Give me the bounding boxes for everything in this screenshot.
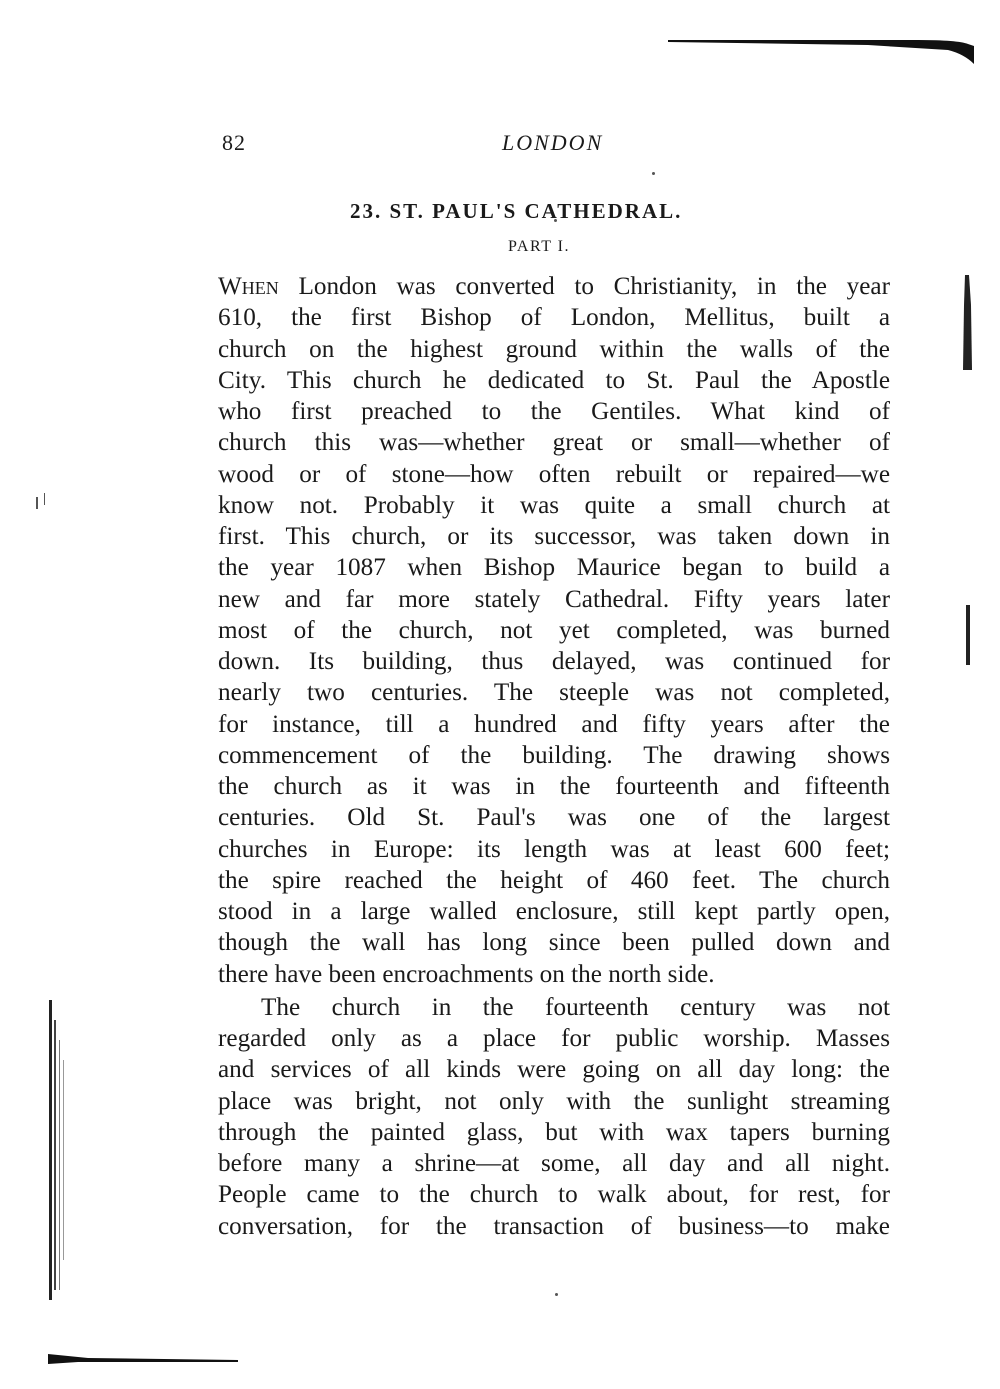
text-line: 610, the first Bishop of London, Mellitus, built a xyxy=(218,304,890,332)
text-line: the church as it was in the fourteenth and fifteenth xyxy=(218,773,890,800)
text-line: People came to the church to walk about, for rest, for xyxy=(218,1181,890,1209)
text-line: down. Its building, thus delayed, was continued for xyxy=(218,648,890,675)
text-line: the spire reached the height of 460 feet. The church xyxy=(218,866,890,894)
text-line: though the wall has long since been pulled down and xyxy=(218,929,890,957)
text-line: place was bright, not only with the sunlight streaming xyxy=(218,1087,890,1115)
text-line: centuries. Old St. Paul's was one of the largest xyxy=(218,804,890,832)
text-line: church this was—whether great or small—whether of xyxy=(218,429,890,457)
margin-mark-right-middle xyxy=(964,605,972,665)
text-line: first. This church, or its successor, was taken down in xyxy=(218,523,890,550)
text-line: regarded only as a place for public worship. Masses xyxy=(218,1025,890,1052)
margin-mark-right-upper xyxy=(960,275,974,370)
text-line: the year 1087 when Bishop Maurice began to build a xyxy=(218,554,890,582)
text-line: through the painted glass, but with wax tapers burning xyxy=(218,1118,890,1146)
running-head: LONDON xyxy=(502,130,604,155)
text-line: wood or of stone—how often rebuilt or repaired—we xyxy=(218,460,890,488)
scan-speck xyxy=(555,1293,558,1296)
text-line: churches in Europe: its length was at least 600 feet; xyxy=(218,835,890,863)
text-line: nearly two centuries. The steeple was not completed, xyxy=(218,679,890,707)
scan-speck xyxy=(36,497,38,509)
page-edge-top-artifact xyxy=(668,36,974,64)
text-line: When London was converted to Christianity, in the year xyxy=(218,273,890,300)
text-line: commencement of the building. The drawing shows xyxy=(218,741,890,769)
chapter-title: 23. ST. PAUL'S CATHEDRAL. xyxy=(350,199,683,223)
text-line: who first preached to the Gentiles. What kind of xyxy=(218,398,890,425)
text-line: stood in a large walled enclosure, still kept partly open, xyxy=(218,898,890,925)
text-line: conversation, for the transaction of business—to make xyxy=(218,1212,890,1240)
binding-shadow-left xyxy=(46,1000,70,1300)
text-line: for instance, till a hundred and fifty years after the xyxy=(218,710,890,738)
text-line: know not. Probably it was quite a small church at xyxy=(218,491,890,519)
paragraph-2 xyxy=(218,992,890,1242)
page-edge-bottom-artifact xyxy=(48,1352,238,1366)
text-line: new and far more stately Cathedral. Fifty years later xyxy=(218,585,890,613)
text-line: church on the highest ground within the walls of the xyxy=(218,335,890,363)
text-line: The church in the fourteenth century was not xyxy=(261,993,890,1021)
body-text xyxy=(218,271,890,1242)
text-line: most of the church, not yet completed, was burned xyxy=(218,616,890,644)
part-label: PART I. xyxy=(508,238,571,255)
text-line: City. This church he dedicated to St. Paul the Apostle xyxy=(218,366,890,394)
text-line: and services of all kinds were going on all day long: the xyxy=(218,1056,890,1084)
text-line: before many a shrine—at some, all day and all night. xyxy=(218,1150,890,1177)
scan-speck xyxy=(44,493,45,505)
text-line: there have been encroachments on the north side. xyxy=(218,960,715,988)
paragraph-1 xyxy=(218,271,890,990)
page-number: 82 xyxy=(222,130,246,155)
drop-word: When xyxy=(218,273,279,300)
scan-speck xyxy=(652,172,655,175)
